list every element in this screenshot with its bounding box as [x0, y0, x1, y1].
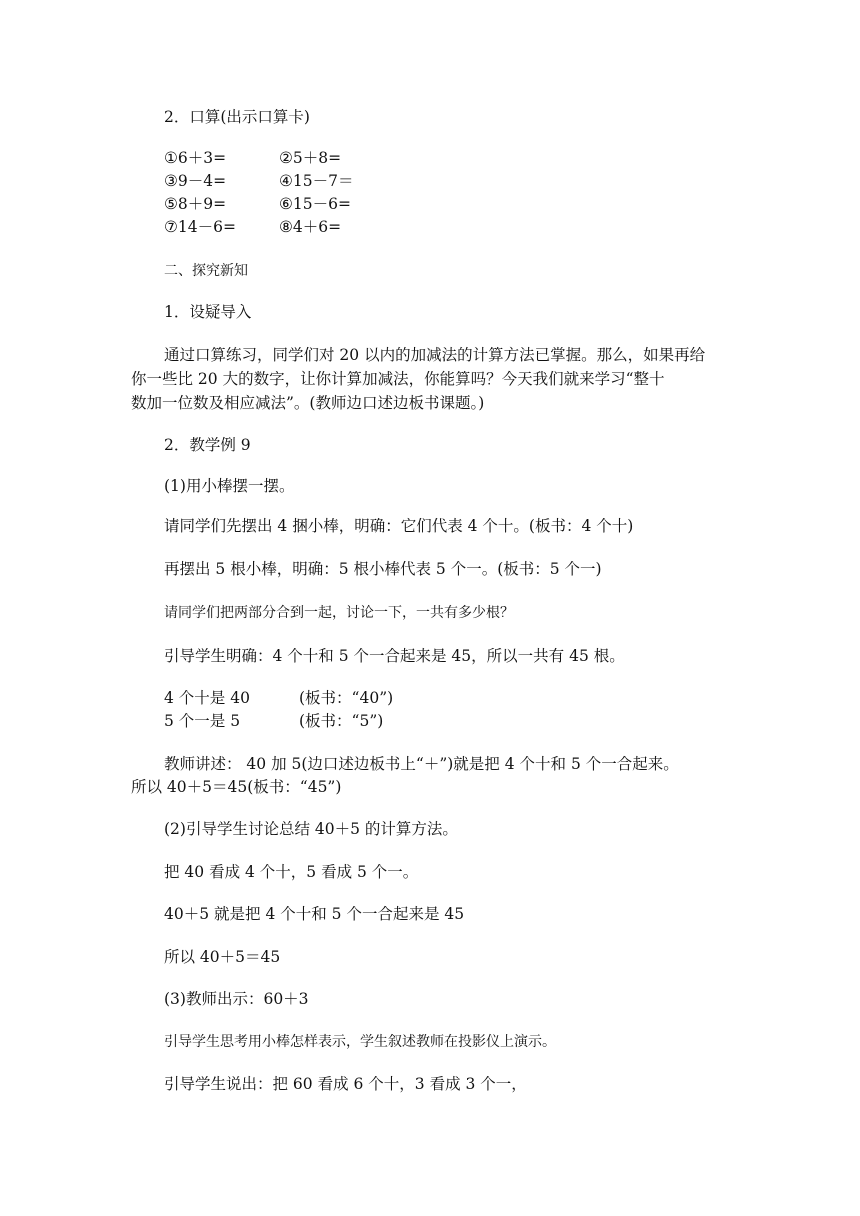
board-note: (板书：“5”) — [299, 712, 384, 730]
intro-paragraph-line: 通过口算练习，同学们对 20 以内的加减法的计算方法已掌握。那么，如果再给 — [164, 346, 706, 364]
paragraph: 引导学生思考用小棒怎样表示，学生叙述教师在投影仪上演示。 — [164, 1034, 556, 1050]
oral-item: ⑥15－6= — [279, 195, 351, 213]
paragraph: 把 40 看成 4 个十，5 看成 5 个一。 — [164, 863, 419, 881]
intro-paragraph-line: 你一些比 20 大的数字，让你计算加减法，你能算吗？今天我们就来学习“整十 — [131, 370, 665, 388]
oral-item: ④15－7＝ — [279, 172, 354, 190]
intro-paragraph-line: 数加一位数及相应减法”。(教师边口述边板书课题。) — [131, 394, 485, 412]
board-item: 5 个一是 5 — [164, 712, 241, 730]
paragraph: 引导学生说出：把 60 看成 6 个十，3 看成 3 个一， — [164, 1075, 527, 1093]
step-heading: (1)用小棒摆一摆。 — [164, 477, 295, 495]
oral-item: ⑧4＋6= — [279, 218, 342, 236]
board-item: 4 个十是 40 — [164, 689, 250, 707]
oral-item: ①6＋3= — [164, 149, 227, 167]
explain-paragraph-line: 所以 40＋5＝45(板书：“45”) — [131, 778, 342, 796]
explain-paragraph-line: 教师讲述： 40 加 5(边口述边板书上“＋”)就是把 4 个十和 5 个一合起来。 — [164, 755, 679, 773]
oral-item: ⑦14－6= — [164, 218, 236, 236]
paragraph: 引导学生明确：4 个十和 5 个一合起来是 45，所以一共有 45 根。 — [164, 647, 625, 665]
paragraph: 请同学们先摆出 4 捆小棒，明确：它们代表 4 个十。(板书：4 个十) — [164, 517, 634, 535]
oral-item: ③9－4= — [164, 172, 227, 190]
intro-heading: 1．设疑导入 — [164, 303, 252, 321]
paragraph: 再摆出 5 根小棒，明确：5 根小棒代表 5 个一。(板书：5 个一) — [164, 560, 602, 578]
step-heading: (3)教师出示：60＋3 — [164, 990, 309, 1008]
paragraph: 所以 40＋5＝45 — [164, 948, 281, 966]
step-heading: (2)引导学生讨论总结 40＋5 的计算方法。 — [164, 820, 458, 838]
paragraph: 40＋5 就是把 4 个十和 5 个一合起来是 45 — [164, 905, 465, 923]
section-heading: 二、探究新知 — [164, 263, 248, 279]
board-note: (板书：“40”) — [299, 689, 394, 707]
oral-heading: 2．口算(出示口算卡) — [164, 108, 310, 126]
oral-item: ⑤8＋9= — [164, 195, 227, 213]
example-heading: 2．教学例 9 — [164, 436, 251, 454]
paragraph: 请同学们把两部分合到一起，讨论一下，一共有多少根？ — [164, 605, 514, 621]
oral-item: ②5＋8= — [279, 149, 342, 167]
